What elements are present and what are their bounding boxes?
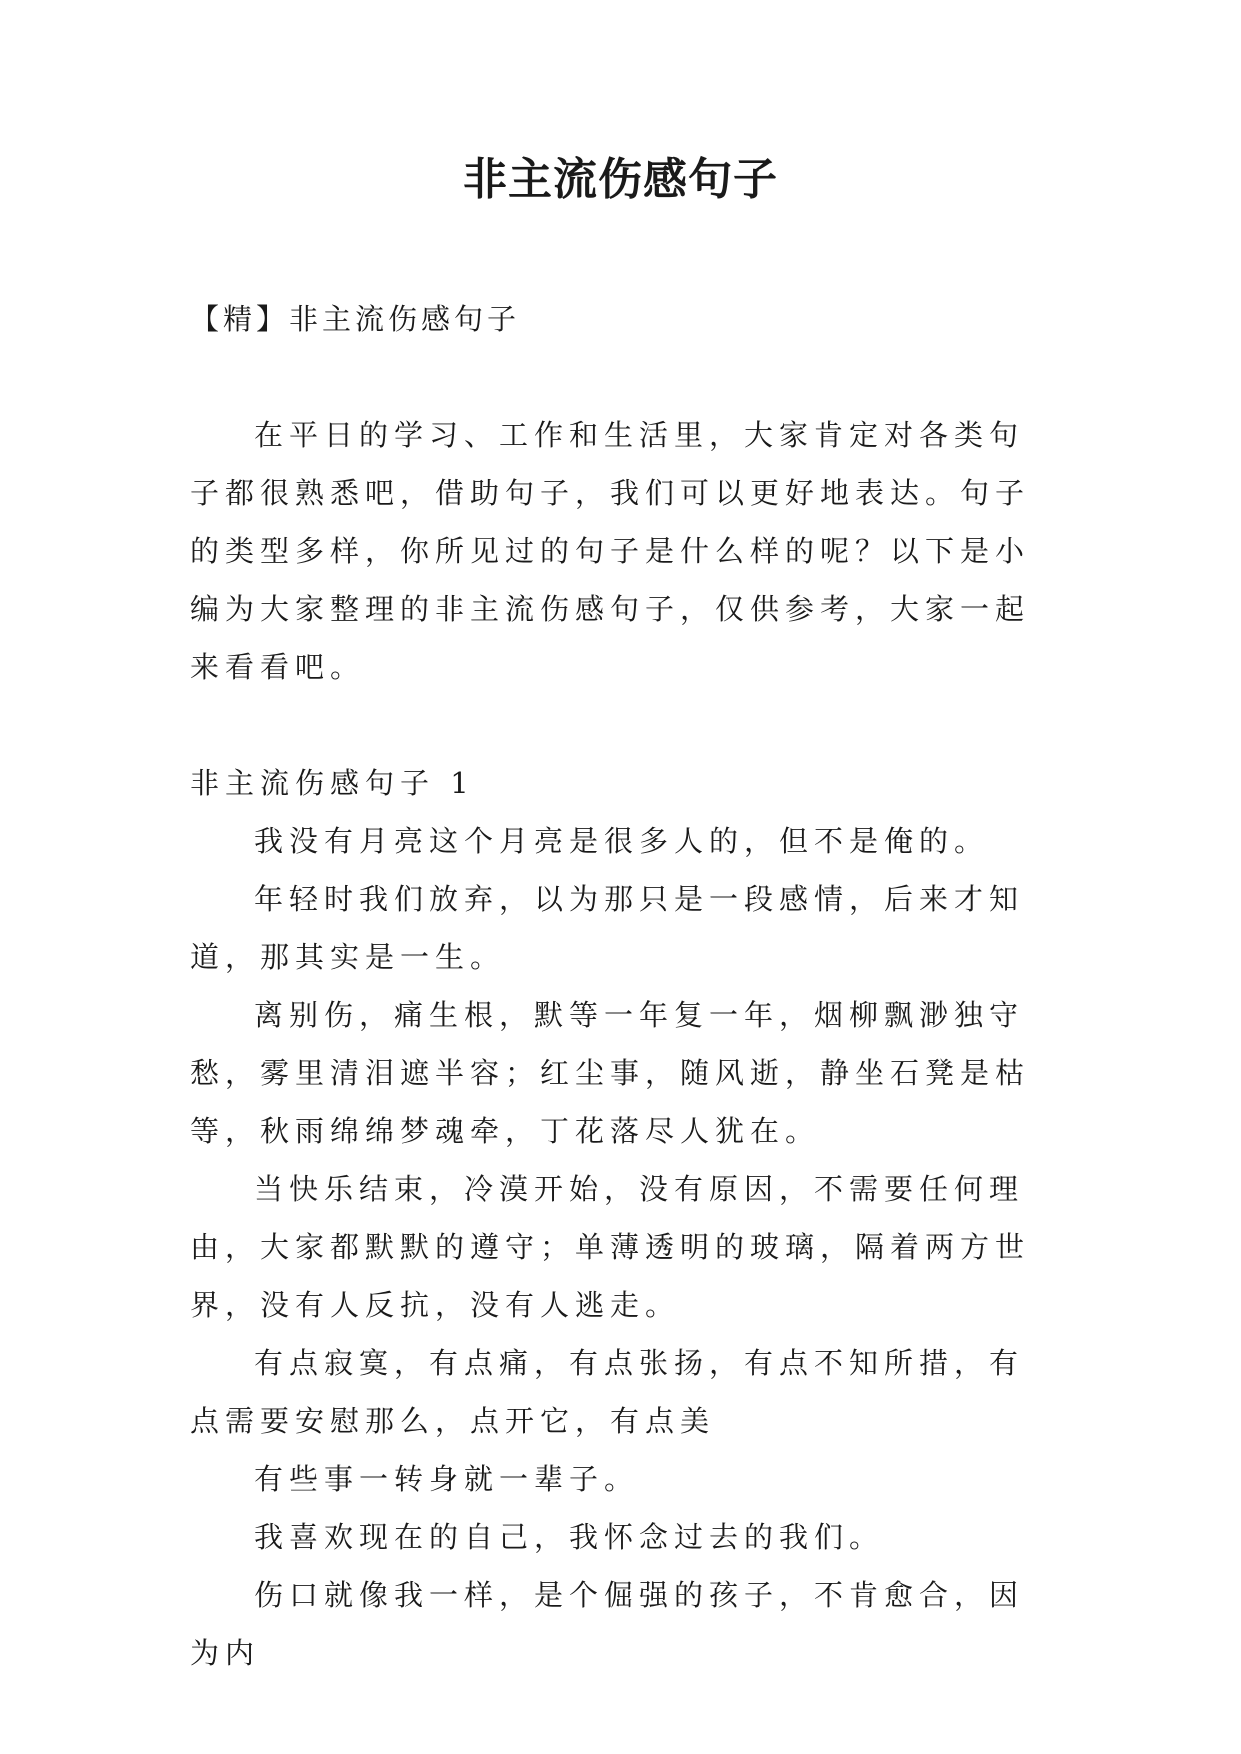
document-title: 非主流伤感句子 bbox=[463, 154, 778, 205]
body-paragraph: 离别伤，痛生根，默等一年复一年，烟柳飘渺独守愁，雾里清泪遮半容；红尘事，随风逝，静坐石凳是枯等，秋雨绵绵梦魂牵，丁花落尽人犹在。 bbox=[190, 998, 1031, 1148]
body-paragraph: 当快乐结束，冷漠开始，没有原因，不需要任何理由，大家都默默的遵守；单薄透明的玻璃，隔着两方世界，没有人反抗，没有人逃走。 bbox=[190, 1172, 1031, 1322]
body-paragraph: 年轻时我们放弃，以为那只是一段感情，后来才知道，那其实是一生。 bbox=[190, 882, 1025, 974]
intro-paragraph: 在平日的学习、工作和生活里，大家肯定对各类句子都很熟悉吧，借助句子，我们可以更好地表达。句子的类型多样，你所见过的句子是什么样的呢？以下是小编为大家整理的非主流伤感句子，仅供参考，大家一起来看看吧。 bbox=[190, 418, 1031, 684]
document-body bbox=[190, 290, 1050, 1682]
body-paragraph: 我没有月亮这个月亮是很多人的，但不是俺的。 bbox=[254, 824, 990, 858]
body-paragraph: 有点寂寞，有点痛，有点张扬，有点不知所措，有点需要安慰那么，点开它，有点美 bbox=[190, 1346, 1025, 1438]
body-paragraph: 伤口就像我一样，是个倔强的孩子，不肯愈合，因为内 bbox=[190, 1578, 1025, 1670]
document-subtitle: 【精】非主流伤感句子 bbox=[190, 302, 521, 336]
body-paragraph: 有些事一转身就一辈子。 bbox=[254, 1462, 640, 1496]
section-heading: 非主流伤感句子 1 bbox=[190, 766, 475, 800]
body-paragraph: 我喜欢现在的自己，我怀念过去的我们。 bbox=[254, 1520, 885, 1554]
